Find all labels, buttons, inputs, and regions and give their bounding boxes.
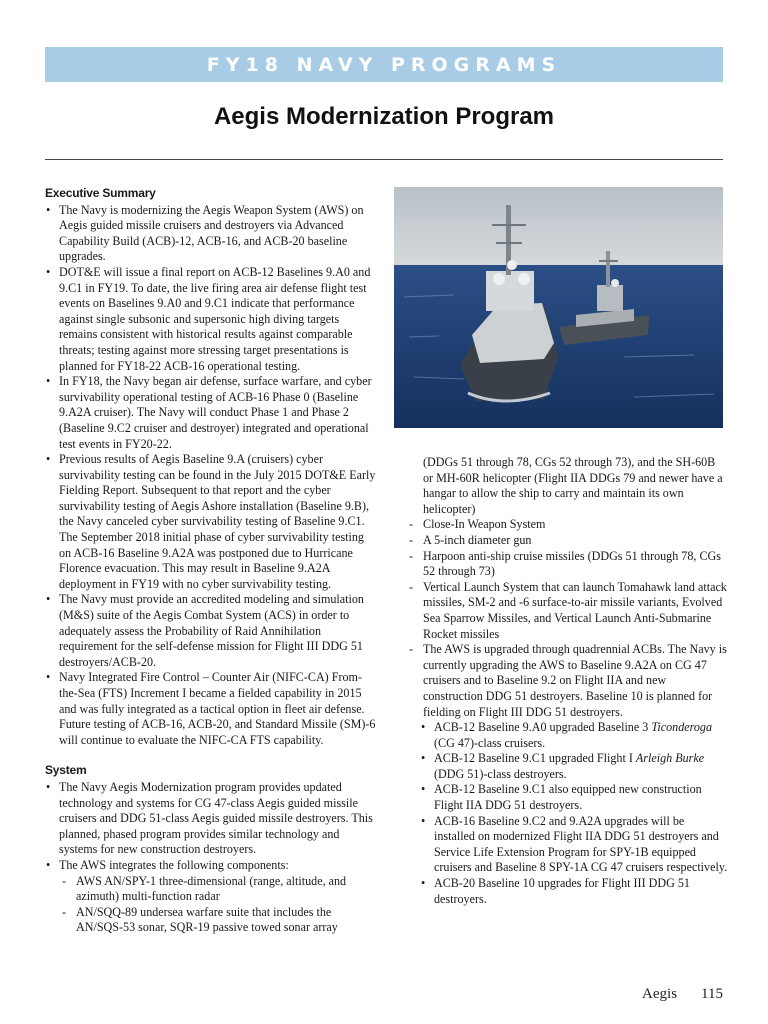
section-banner: [45, 47, 723, 82]
list-item-text: The AWS integrates the following components:: [59, 857, 289, 872]
footer-program-name: Aegis: [642, 986, 678, 1002]
acb-list: [420, 720, 728, 907]
list-item: - The AWS is upgraded through quadrennial ACBs. The Navy is currently upgrading the AWS to Baseline 9.A2A on CG 47 cruisers and to Baseline 9.2 on Flight IIA and new construction DDG 51 destroyers. Baseline 10 is planned for fielding on Flight III DDG 51 destroyers.: [406, 642, 728, 720]
ships-photo: [394, 187, 723, 428]
list-item-text: (DDG 51)-class destroyers.: [434, 766, 567, 781]
list-item: • The Navy must provide an accredited modeling and simulation (M&S) suite of the Aegis Combat System (ACS) in order to adequately assess the Probability of Raid Annihilation requirement for the self-defense mission for Flight III DDG 51 destroyers/ACB-20.: [45, 592, 377, 670]
class-name-text: Ticonderoga: [651, 720, 713, 735]
list-item-text: (CG 47)-class cruisers.: [434, 735, 546, 750]
list-item: - A 5-inch diameter gun: [406, 533, 728, 549]
executive-summary-list: [45, 203, 377, 749]
executive-summary-heading: Executive Summary: [45, 186, 156, 200]
list-item: • The Navy is modernizing the Aegis Weapon System (AWS) on Aegis guided missile cruisers and destroyers via Advanced Capability Build (ACB)-12, ACB-16, and ACB-20 baseline upgrades.: [45, 203, 377, 265]
page-number: 115: [701, 986, 723, 1002]
list-item: • In FY18, the Navy began air defense, surface warfare, and cyber survivability operational testing of ACB-16 Phase 0 (Baseline 9.A2A cruiser). The Navy will conduct Phase 1 and Phase 2 (Baseline 9.C2 cruiser and destroyer) integrated and operational test events in FY20-22.: [45, 374, 377, 452]
list-item: - Harpoon anti-ship cruise missiles (DDGs 51 through 78, CGs 52 through 73): [406, 549, 728, 580]
list-item: • DOT&E will issue a final report on ACB-12 Baselines 9.A0 and 9.C1 in FY19. To date, the live firing area air defense flight test events on Baselines 9.A0 and 9.C1 indicate that performance against single subsonic and supersonic high diving targets remains consistent with historical results against comparable threats; testing against more stressing target presentations is planned for FY18-22 ACB-16 operational testing.: [45, 265, 377, 374]
list-item: [420, 751, 728, 782]
list-item: • Navy Integrated Fire Control – Counter Air (NIFC-CA) From-the-Sea (FTS) Increment I became a fielded capability in 2015 and was fully integrated as a tactical option in fleet air defense. Future testing of ACB-16, ACB-20, and Standard Missile (SM)-6 will continue to evaluate the NIFC-CA FTS capability.: [45, 670, 377, 748]
list-item: • ACB-20 Baseline 10 upgrades for Flight III DDG 51 destroyers.: [420, 876, 728, 907]
list-item: - AN/SQQ-89 undersea warfare suite that includes the AN/SQS-53 sonar, SQR-19 passive towed sonar array: [59, 905, 377, 936]
list-item: • Previous results of Aegis Baseline 9.A (cruisers) cyber survivability testing can be found in the July 2015 DOT&E Early Fielding Report. Subsequent to that report and the cyber survivability testing of Aegis Ashore installation (Baseline 9.B), the Navy canceled cyber survivability testing of Baseline 9.C1. The September 2018 initial phase of cyber survivability testing on ACB-16 Baseline 9.A2A was postponed due to Hurricane Florence evacuation. This may result in Baseline 9.A2A deployment in FY19 with no cyber survivability testing.: [45, 452, 377, 592]
list-item: • ACB-12 Baseline 9.C1 also equipped new construction Flight IIA DDG 51 destroyers.: [420, 782, 728, 813]
list-item: - AWS AN/SPY-1 three-dimensional (range, altitude, and azimuth) multi-function radar: [59, 874, 377, 905]
list-item: [45, 858, 377, 874]
page-footer: [600, 986, 723, 1003]
list-item: • The Navy Aegis Modernization program provides updated technology and systems for CG 47-class Aegis guided missile cruisers and DDG 51-class Aegis guided missile destroyers. This planned, phased program provides similar technology and systems for new construction destroyers.: [45, 780, 377, 858]
list-item: [420, 720, 728, 751]
list-item-text: ACB-12 Baseline 9.A0 upgraded Baseline 3: [434, 720, 652, 735]
left-column: [45, 186, 377, 936]
system-heading: System: [45, 763, 87, 778]
system-list: [45, 780, 377, 874]
page-title: Aegis Modernization Program: [213, 103, 555, 130]
right-column: [408, 455, 728, 907]
components-list-continued: [406, 517, 728, 720]
list-item: - Close-In Weapon System: [406, 517, 728, 533]
list-item: - Vertical Launch System that can launch Tomahawk land attack missiles, SM-2 and -6 surface-to-air missile variants, Evolved Sea Sparrow Missiles, and Vertical Launch Anti-Submarine Rocket missiles: [406, 580, 728, 642]
component-continuation: (DDGs 51 through 78, CGs 52 through 73), and the SH-60B or MH-60R helicopter (Flight IIA DDGs 79 and newer have a hangar to allow the ship to carry and maintain its own helicopter): [423, 455, 723, 516]
banner-text: FY18 NAVY PROGRAMS: [206, 53, 562, 76]
list-item: • ACB-16 Baseline 9.C2 and 9.A2A upgrades will be installed on modernized Flight IIA DDG 51 destroyers and Service Life Extension Program for SPY-1B equipped cruisers and Baseline 8 SPY-1A CG 47 cruisers respectively.: [420, 814, 728, 876]
class-name-text: Arleigh Burke: [635, 751, 705, 766]
components-list: [59, 874, 377, 936]
title-divider: [45, 159, 723, 160]
list-item-text: ACB-12 Baseline 9.C1 upgraded Flight I: [434, 751, 636, 766]
